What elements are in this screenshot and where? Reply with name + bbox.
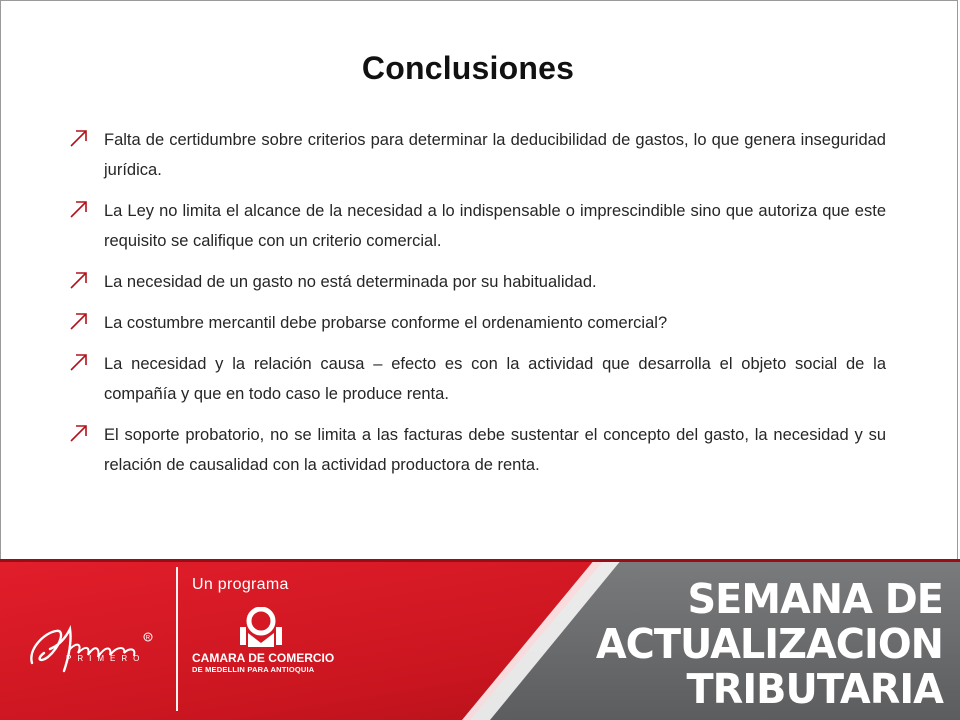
arrow-up-right-icon	[68, 310, 90, 332]
bullet-text: Falta de certidumbre sobre criterios para determinar la deducibilidad de gastos, lo que genera inseguridad jurídica.	[104, 131, 886, 179]
bullet-text: La Ley no limita el alcance de la necesidad a lo indispensable o imprescindible sino que autoriza que este requisito se califique con un criterio comercial.	[104, 202, 886, 250]
event-title-line-2: ACTUALIZACION	[595, 620, 943, 668]
arrow-up-right-icon	[68, 127, 90, 149]
bullet-text: La necesidad y la relación causa – efecto es con la actividad que desarrolla el objeto social de la compañía y que en todo caso le produce renta.	[104, 355, 886, 403]
arrow-up-right-icon	[68, 198, 90, 220]
list-item	[68, 125, 886, 185]
svg-text:R: R	[145, 635, 151, 642]
list-item	[68, 196, 886, 256]
afiliados-subtext: PRIMERO	[66, 654, 146, 663]
list-item	[68, 349, 886, 409]
page-title: Conclusiones	[361, 50, 575, 86]
afiliados-logo	[26, 619, 166, 681]
programa-label: Un programa	[192, 576, 289, 593]
list-item	[68, 267, 886, 297]
list-item	[68, 308, 886, 338]
bullet-text: La necesidad de un gasto no está determinada por su habitualidad.	[104, 273, 597, 291]
bullet-text: La costumbre mercantil debe probarse conforme el ordenamiento comercial?	[104, 314, 668, 332]
list-item	[68, 420, 886, 480]
arrow-up-right-icon	[68, 269, 90, 291]
footer-divider	[176, 567, 178, 711]
event-title	[570, 577, 943, 712]
event-title-line-1: SEMANA DE	[687, 575, 943, 623]
arrow-up-right-icon	[68, 422, 90, 444]
camara-comercio-name: CAMARA DE COMERCIO	[192, 651, 335, 665]
arrow-up-right-icon	[68, 351, 90, 373]
camara-comercio-logo-icon	[236, 607, 286, 649]
footer-banner	[0, 559, 960, 720]
conclusions-list	[68, 125, 886, 491]
bullet-text: El soporte probatorio, no se limita a las facturas debe sustentar el concepto del gasto, la necesidad y su relación de causalidad con la actividad productora de renta.	[104, 426, 886, 474]
event-title-line-3: TRIBUTARIA	[686, 665, 943, 713]
camara-comercio-region: DE MEDELLIN PARA ANTIOQUIA	[192, 665, 315, 674]
